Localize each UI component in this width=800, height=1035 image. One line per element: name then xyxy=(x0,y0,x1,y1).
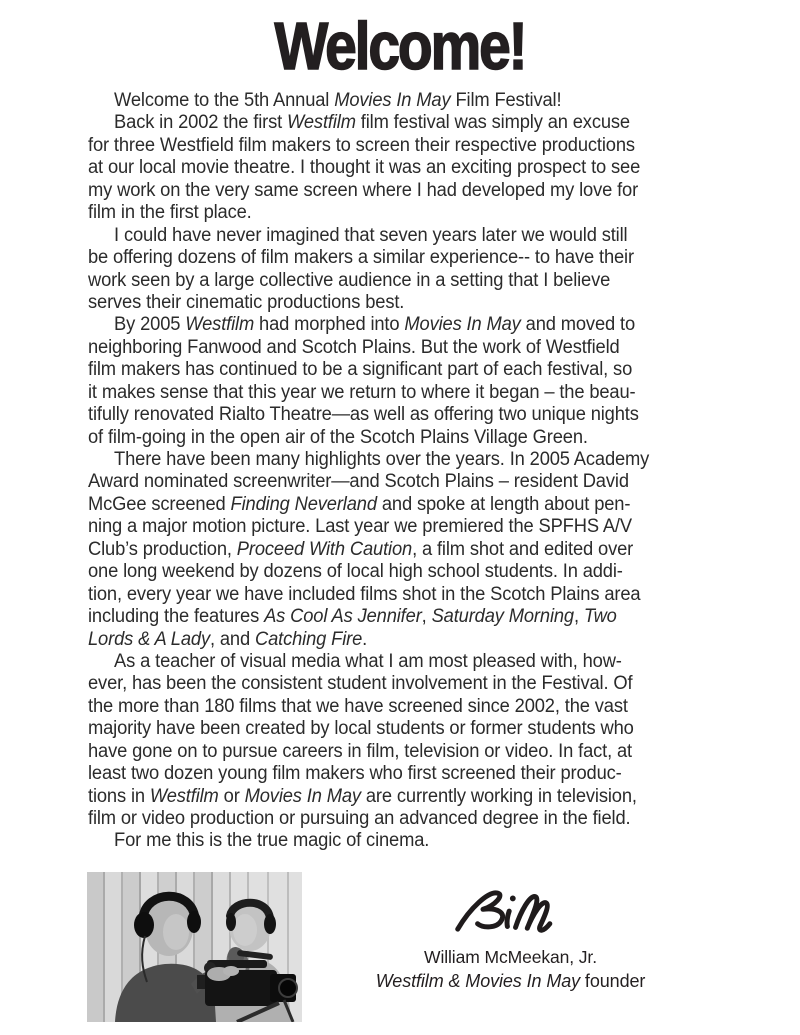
letter-line xyxy=(88,180,706,202)
text-run: Club’s production, xyxy=(88,538,237,560)
letter-line xyxy=(88,270,706,292)
founder-name: William McMeekan, Jr. xyxy=(424,947,597,967)
letter-line xyxy=(88,427,706,449)
text-run: , xyxy=(573,606,584,628)
letter-line xyxy=(88,202,706,224)
text-run: ever, has been the consistent student involvement in the Festival. Of xyxy=(88,673,633,695)
italic-text-run: Movies In May xyxy=(244,785,361,807)
italic-text-run: Catching Fire xyxy=(254,628,363,650)
signature-bill-icon xyxy=(452,884,570,940)
text-run: Welcome to the 5th Annual xyxy=(114,90,335,111)
letter-body xyxy=(88,90,706,853)
letter-line xyxy=(88,449,706,471)
letter-line xyxy=(88,696,706,718)
letter-line xyxy=(88,539,706,561)
letter-line xyxy=(88,830,706,852)
letter-line xyxy=(88,404,706,426)
italic-text-run: Westfilm xyxy=(149,785,219,807)
letter-line xyxy=(88,606,706,628)
text-run: have gone on to pursue careers in film, television or video. In fact, at xyxy=(88,740,633,762)
letter-line xyxy=(88,314,706,336)
text-run: are currently working in television, xyxy=(360,785,637,807)
letter-line xyxy=(88,337,706,359)
text-run: I could have never imagined that seven years later we would still xyxy=(114,224,628,246)
text-run: . xyxy=(362,628,368,650)
letter-line xyxy=(88,516,706,538)
italic-text-run: Westfilm xyxy=(287,112,356,134)
italic-text-run: Westfilm xyxy=(185,314,255,336)
signature-block xyxy=(373,884,648,992)
text-run: For me this is the true magic of cinema. xyxy=(114,830,430,852)
italic-text-run: Finding Neverland xyxy=(230,493,377,515)
text-run: neighboring Fanwood and Scotch Plains. But the work of Westfield xyxy=(88,336,620,358)
text-run: There have been many highlights over the years. In 2005 Academy xyxy=(114,449,650,470)
letter-line xyxy=(88,494,706,516)
letter-line xyxy=(88,741,706,763)
text-run: tion, every year we have included films shot in the Scotch Plains area xyxy=(88,583,641,605)
letter-line xyxy=(88,471,706,493)
text-run: film makers has continued to be a significant part of each festival, so xyxy=(88,359,633,381)
text-run: at our local movie theatre. I thought it was an exciting prospect to see xyxy=(88,157,641,179)
letter-line xyxy=(88,673,706,695)
text-run: had morphed into xyxy=(254,314,405,336)
text-run: and moved to xyxy=(520,314,636,336)
letter-line xyxy=(88,382,706,404)
italic-text-run: Two xyxy=(583,606,617,628)
text-run: it makes sense that this year we return to where it began – the beau- xyxy=(88,381,636,403)
letter-line xyxy=(88,808,706,830)
italic-text-run: Proceed With Caution xyxy=(236,538,413,560)
text-run: film in the first place. xyxy=(88,202,252,224)
filmmakers-photo-illustration xyxy=(87,872,302,1022)
text-run: Film Festival! xyxy=(450,90,562,111)
founder-credit xyxy=(373,970,648,992)
letter-line xyxy=(88,584,706,606)
letter-line xyxy=(88,247,706,269)
text-run: founder xyxy=(580,971,646,991)
italic-text-run: As Cool As Jennifer xyxy=(264,606,422,628)
text-run: Award nominated screenwriter—and Scotch Plains – resident David xyxy=(88,471,629,493)
letter-line xyxy=(88,561,706,583)
letter-line xyxy=(88,135,706,157)
letter-line xyxy=(88,157,706,179)
text-run: , and xyxy=(209,628,255,650)
text-run: film or video production or pursuing an advanced degree in the field. xyxy=(88,808,631,829)
text-run: Back in 2002 the first xyxy=(114,112,288,134)
letter-line xyxy=(88,763,706,785)
letter-line xyxy=(88,786,706,808)
text-run: including the features xyxy=(88,606,265,628)
letter-line xyxy=(88,651,706,673)
italic-text-run: Lords & A Lady xyxy=(88,628,210,650)
text-run: As a teacher of visual media what I am most pleased with, how- xyxy=(114,650,622,672)
letter-line xyxy=(88,90,706,112)
letter-line xyxy=(88,225,706,247)
letter-line xyxy=(88,718,706,740)
text-run: McGee screened xyxy=(88,493,231,515)
text-run: for three Westfield film makers to screen their respective productions xyxy=(88,134,635,156)
text-run: , a film shot and edited over xyxy=(412,538,634,560)
italic-text-run: Westfilm & Movies In May xyxy=(375,971,581,991)
text-run: my work on the very same screen where I had developed my love for xyxy=(88,179,639,201)
text-run: By 2005 xyxy=(114,314,186,336)
photo-filmmakers xyxy=(87,872,302,1022)
text-run: be offering dozens of film makers a similar experience-- to have their xyxy=(88,247,634,269)
text-run: tifully renovated Rialto Theatre—as well as offering two unique nights xyxy=(88,404,639,426)
page-title: Welcome! xyxy=(274,9,526,84)
text-run: film festival was simply an excuse xyxy=(355,112,630,134)
text-run: tions in xyxy=(88,785,150,807)
text-run: , xyxy=(421,606,432,628)
italic-text-run: Movies In May xyxy=(334,90,451,111)
text-run: serves their cinematic productions best. xyxy=(88,291,405,313)
text-run: work seen by a large collective audience in a setting that I believe xyxy=(88,269,611,291)
text-run: majority have been created by local students or former students who xyxy=(88,718,634,740)
letter-line xyxy=(88,629,706,651)
text-run: of film-going in the open air of the Scotch Plains Village Green. xyxy=(88,426,588,448)
italic-text-run: Saturday Morning xyxy=(431,606,574,628)
italic-text-run: Movies In May xyxy=(404,314,521,336)
letter-line xyxy=(88,112,706,134)
text-run: one long weekend by dozens of local high school students. In addi- xyxy=(88,561,623,583)
text-run: least two dozen young film makers who first screened their produc- xyxy=(88,763,622,785)
letter-line xyxy=(88,292,706,314)
text-run: ning a major motion picture. Last year we premiered the SPFHS A/V xyxy=(88,516,632,538)
text-run: the more than 180 films that we have screened since 2002, the vast xyxy=(88,695,628,717)
text-run: and spoke at length about pen- xyxy=(376,493,631,515)
letter-line xyxy=(88,359,706,381)
text-run: or xyxy=(218,785,245,807)
